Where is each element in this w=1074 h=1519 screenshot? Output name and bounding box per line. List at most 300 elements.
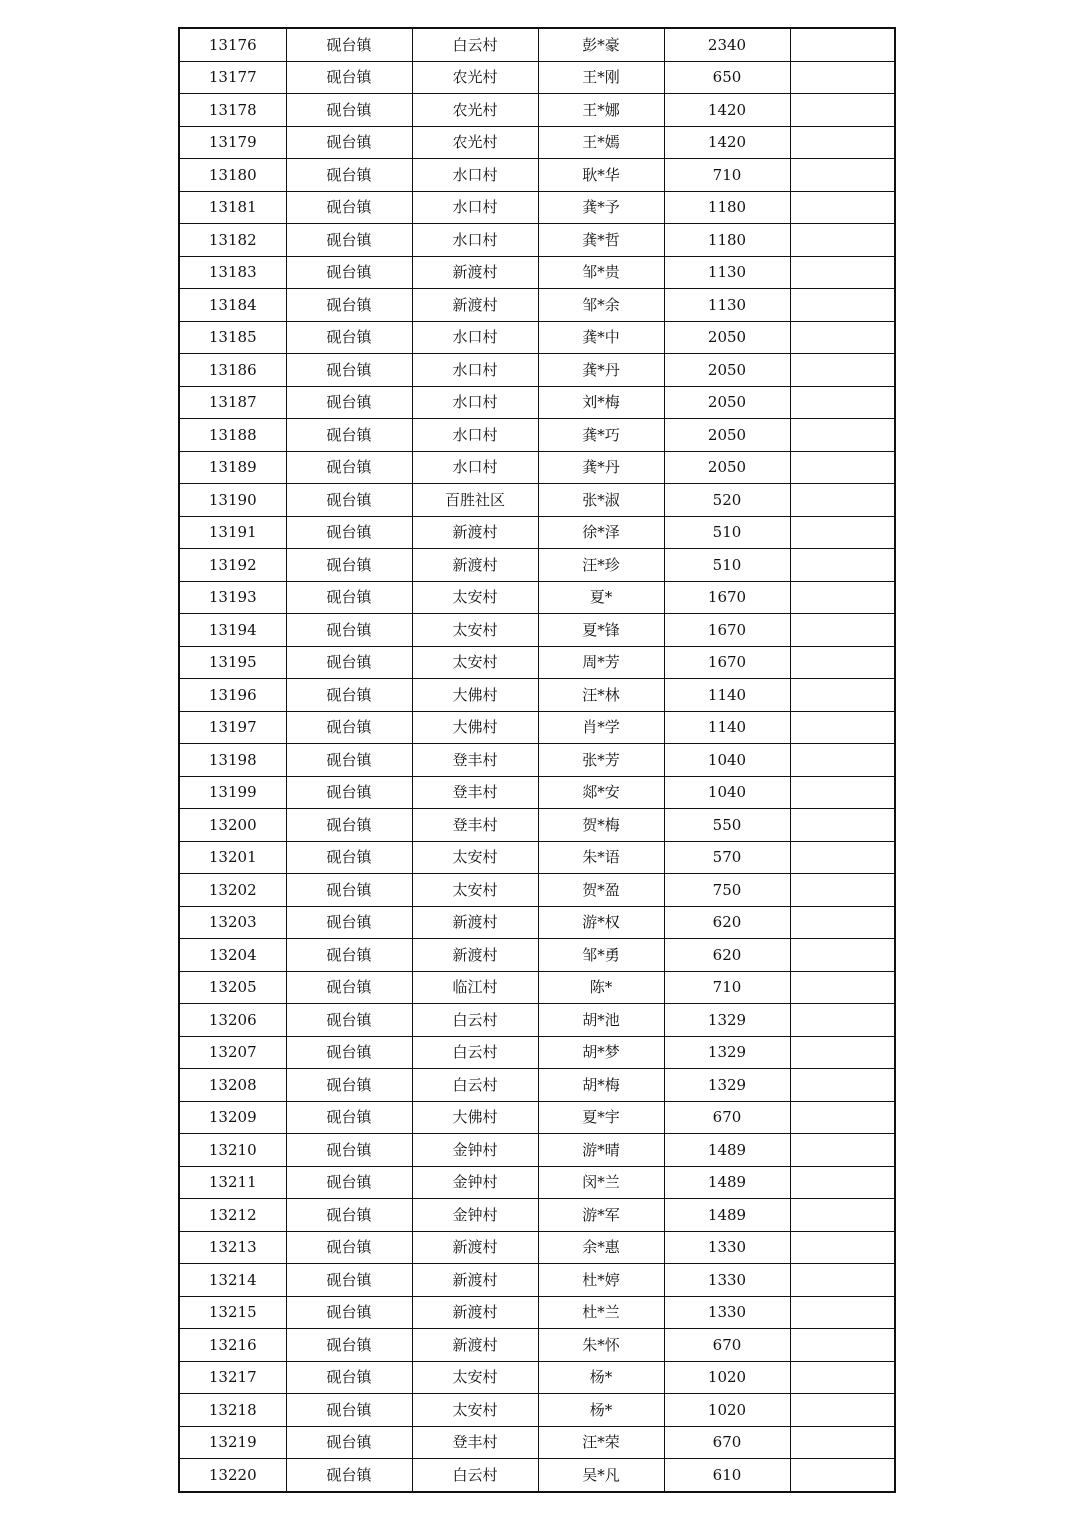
cell-person-name: 龚*予 — [538, 191, 664, 224]
cell-person-name: 龚*哲 — [538, 224, 664, 257]
cell-remark — [790, 1459, 895, 1492]
table-row — [179, 809, 895, 842]
cell-remark — [790, 744, 895, 777]
table-row — [179, 1069, 895, 1102]
cell-village: 临江村 — [412, 971, 538, 1004]
cell-serial-number: 13201 — [179, 841, 286, 874]
cell-serial-number: 13204 — [179, 939, 286, 972]
cell-village: 太安村 — [412, 614, 538, 647]
cell-remark — [790, 1101, 895, 1134]
cell-village: 太安村 — [412, 646, 538, 679]
cell-person-name: 周*芳 — [538, 646, 664, 679]
cell-village: 农光村 — [412, 94, 538, 127]
cell-serial-number: 13184 — [179, 289, 286, 322]
cell-town: 砚台镇 — [286, 419, 412, 452]
cell-town: 砚台镇 — [286, 1166, 412, 1199]
cell-serial-number: 13220 — [179, 1459, 286, 1492]
cell-amount: 1670 — [664, 614, 790, 647]
cell-village: 金钟村 — [412, 1134, 538, 1167]
cell-remark — [790, 1069, 895, 1102]
cell-town: 砚台镇 — [286, 1296, 412, 1329]
cell-town: 砚台镇 — [286, 1004, 412, 1037]
table-row — [179, 126, 895, 159]
cell-person-name: 胡*梅 — [538, 1069, 664, 1102]
cell-town: 砚台镇 — [286, 1329, 412, 1362]
cell-person-name: 龚*中 — [538, 321, 664, 354]
cell-serial-number: 13209 — [179, 1101, 286, 1134]
cell-amount: 550 — [664, 809, 790, 842]
cell-village: 太安村 — [412, 841, 538, 874]
cell-remark — [790, 289, 895, 322]
cell-person-name: 耿*华 — [538, 159, 664, 192]
cell-amount: 710 — [664, 971, 790, 1004]
cell-person-name: 朱*怀 — [538, 1329, 664, 1362]
table-row — [179, 646, 895, 679]
cell-town: 砚台镇 — [286, 874, 412, 907]
cell-remark — [790, 516, 895, 549]
table-row — [179, 1361, 895, 1394]
table-row — [179, 484, 895, 517]
cell-serial-number: 13202 — [179, 874, 286, 907]
table-row — [179, 321, 895, 354]
cell-village: 太安村 — [412, 1361, 538, 1394]
cell-serial-number: 13177 — [179, 61, 286, 94]
cell-village: 登丰村 — [412, 776, 538, 809]
cell-serial-number: 13182 — [179, 224, 286, 257]
cell-town: 砚台镇 — [286, 191, 412, 224]
cell-serial-number: 13192 — [179, 549, 286, 582]
cell-village: 新渡村 — [412, 1231, 538, 1264]
cell-town: 砚台镇 — [286, 549, 412, 582]
table-row — [179, 1231, 895, 1264]
cell-amount: 2050 — [664, 321, 790, 354]
cell-serial-number: 13197 — [179, 711, 286, 744]
cell-amount: 1489 — [664, 1166, 790, 1199]
cell-remark — [790, 711, 895, 744]
cell-person-name: 夏* — [538, 581, 664, 614]
cell-serial-number: 13187 — [179, 386, 286, 419]
cell-remark — [790, 1036, 895, 1069]
cell-person-name: 杨* — [538, 1394, 664, 1427]
cell-amount: 1489 — [664, 1199, 790, 1232]
cell-town: 砚台镇 — [286, 1264, 412, 1297]
table-row — [179, 224, 895, 257]
table-row — [179, 614, 895, 647]
cell-person-name: 肖*学 — [538, 711, 664, 744]
table-row — [179, 971, 895, 1004]
cell-village: 白云村 — [412, 1004, 538, 1037]
cell-amount: 1420 — [664, 94, 790, 127]
table-row — [179, 1004, 895, 1037]
cell-village: 大佛村 — [412, 711, 538, 744]
cell-person-name: 游*晴 — [538, 1134, 664, 1167]
cell-serial-number: 13203 — [179, 906, 286, 939]
cell-amount: 570 — [664, 841, 790, 874]
cell-person-name: 贺*盈 — [538, 874, 664, 907]
table-row — [179, 1199, 895, 1232]
cell-remark — [790, 1004, 895, 1037]
cell-person-name: 夏*锋 — [538, 614, 664, 647]
cell-person-name: 龚*丹 — [538, 451, 664, 484]
cell-serial-number: 13181 — [179, 191, 286, 224]
table-row — [179, 711, 895, 744]
cell-amount: 510 — [664, 516, 790, 549]
cell-village: 登丰村 — [412, 809, 538, 842]
cell-remark — [790, 386, 895, 419]
cell-amount: 1020 — [664, 1394, 790, 1427]
cell-remark — [790, 1264, 895, 1297]
cell-village: 新渡村 — [412, 549, 538, 582]
cell-remark — [790, 321, 895, 354]
cell-village: 新渡村 — [412, 516, 538, 549]
cell-person-name: 汪*林 — [538, 679, 664, 712]
cell-person-name: 闵*兰 — [538, 1166, 664, 1199]
cell-amount: 610 — [664, 1459, 790, 1492]
cell-village: 农光村 — [412, 126, 538, 159]
cell-person-name: 汪*珍 — [538, 549, 664, 582]
cell-remark — [790, 1394, 895, 1427]
cell-remark — [790, 1199, 895, 1232]
table-row — [179, 386, 895, 419]
cell-amount: 1329 — [664, 1004, 790, 1037]
cell-village: 新渡村 — [412, 1264, 538, 1297]
cell-remark — [790, 1166, 895, 1199]
cell-amount: 520 — [664, 484, 790, 517]
cell-town: 砚台镇 — [286, 1199, 412, 1232]
cell-village: 水口村 — [412, 321, 538, 354]
cell-amount: 1329 — [664, 1069, 790, 1102]
cell-town: 砚台镇 — [286, 1231, 412, 1264]
cell-town: 砚台镇 — [286, 256, 412, 289]
cell-remark — [790, 256, 895, 289]
cell-serial-number: 13211 — [179, 1166, 286, 1199]
cell-person-name: 杨* — [538, 1361, 664, 1394]
cell-serial-number: 13217 — [179, 1361, 286, 1394]
cell-town: 砚台镇 — [286, 581, 412, 614]
cell-remark — [790, 94, 895, 127]
cell-town: 砚台镇 — [286, 224, 412, 257]
cell-amount: 1040 — [664, 744, 790, 777]
cell-person-name: 龚*丹 — [538, 354, 664, 387]
cell-amount: 620 — [664, 906, 790, 939]
cell-town: 砚台镇 — [286, 841, 412, 874]
table-row — [179, 354, 895, 387]
cell-person-name: 汪*荣 — [538, 1426, 664, 1459]
cell-remark — [790, 841, 895, 874]
table-row — [179, 939, 895, 972]
table-row — [179, 776, 895, 809]
table-row — [179, 289, 895, 322]
cell-amount: 620 — [664, 939, 790, 972]
cell-amount: 1040 — [664, 776, 790, 809]
cell-amount: 2050 — [664, 451, 790, 484]
cell-village: 白云村 — [412, 1036, 538, 1069]
cell-town: 砚台镇 — [286, 94, 412, 127]
cell-serial-number: 13191 — [179, 516, 286, 549]
cell-amount: 750 — [664, 874, 790, 907]
cell-remark — [790, 614, 895, 647]
cell-village: 太安村 — [412, 581, 538, 614]
cell-amount: 1180 — [664, 224, 790, 257]
table-row — [179, 679, 895, 712]
table-row — [179, 1101, 895, 1134]
cell-town: 砚台镇 — [286, 126, 412, 159]
cell-remark — [790, 354, 895, 387]
cell-amount: 1180 — [664, 191, 790, 224]
cell-person-name: 郯*安 — [538, 776, 664, 809]
cell-serial-number: 13207 — [179, 1036, 286, 1069]
cell-town: 砚台镇 — [286, 1459, 412, 1492]
table-row — [179, 451, 895, 484]
cell-person-name: 徐*泽 — [538, 516, 664, 549]
cell-amount: 1140 — [664, 711, 790, 744]
cell-village: 水口村 — [412, 451, 538, 484]
cell-village: 百胜社区 — [412, 484, 538, 517]
cell-village: 登丰村 — [412, 1426, 538, 1459]
cell-person-name: 刘*梅 — [538, 386, 664, 419]
cell-serial-number: 13196 — [179, 679, 286, 712]
cell-remark — [790, 776, 895, 809]
cell-remark — [790, 906, 895, 939]
cell-amount: 1330 — [664, 1264, 790, 1297]
cell-remark — [790, 159, 895, 192]
cell-amount: 710 — [664, 159, 790, 192]
cell-town: 砚台镇 — [286, 1361, 412, 1394]
roster-table — [178, 27, 896, 1493]
cell-village: 登丰村 — [412, 744, 538, 777]
cell-village: 水口村 — [412, 354, 538, 387]
cell-amount: 1330 — [664, 1231, 790, 1264]
cell-remark — [790, 1329, 895, 1362]
cell-serial-number: 13180 — [179, 159, 286, 192]
cell-serial-number: 13219 — [179, 1426, 286, 1459]
cell-serial-number: 13190 — [179, 484, 286, 517]
cell-village: 太安村 — [412, 1394, 538, 1427]
cell-amount: 1670 — [664, 581, 790, 614]
cell-person-name: 邹*勇 — [538, 939, 664, 972]
table-row — [179, 744, 895, 777]
cell-serial-number: 13208 — [179, 1069, 286, 1102]
cell-person-name: 张*芳 — [538, 744, 664, 777]
cell-serial-number: 13215 — [179, 1296, 286, 1329]
cell-remark — [790, 1426, 895, 1459]
cell-remark — [790, 126, 895, 159]
cell-person-name: 张*淑 — [538, 484, 664, 517]
cell-village: 太安村 — [412, 874, 538, 907]
cell-person-name: 邹*贵 — [538, 256, 664, 289]
cell-town: 砚台镇 — [286, 971, 412, 1004]
table-row — [179, 549, 895, 582]
cell-serial-number: 13218 — [179, 1394, 286, 1427]
cell-village: 白云村 — [412, 1069, 538, 1102]
table-row — [179, 191, 895, 224]
cell-town: 砚台镇 — [286, 451, 412, 484]
cell-person-name: 龚*巧 — [538, 419, 664, 452]
cell-remark — [790, 484, 895, 517]
cell-village: 新渡村 — [412, 1329, 538, 1362]
cell-remark — [790, 451, 895, 484]
cell-town: 砚台镇 — [286, 711, 412, 744]
table-row — [179, 1329, 895, 1362]
cell-serial-number: 13178 — [179, 94, 286, 127]
cell-amount: 650 — [664, 61, 790, 94]
cell-serial-number: 13195 — [179, 646, 286, 679]
table-row — [179, 841, 895, 874]
cell-person-name: 胡*梦 — [538, 1036, 664, 1069]
cell-amount: 1130 — [664, 256, 790, 289]
cell-person-name: 贺*梅 — [538, 809, 664, 842]
cell-person-name: 邹*余 — [538, 289, 664, 322]
cell-amount: 2050 — [664, 386, 790, 419]
cell-village: 水口村 — [412, 191, 538, 224]
cell-serial-number: 13216 — [179, 1329, 286, 1362]
cell-town: 砚台镇 — [286, 321, 412, 354]
cell-person-name: 王*嫣 — [538, 126, 664, 159]
cell-person-name: 王*刚 — [538, 61, 664, 94]
cell-town: 砚台镇 — [286, 516, 412, 549]
cell-serial-number: 13183 — [179, 256, 286, 289]
table-row — [179, 159, 895, 192]
cell-amount: 2340 — [664, 28, 790, 61]
cell-town: 砚台镇 — [286, 809, 412, 842]
table-row — [179, 1459, 895, 1492]
cell-village: 农光村 — [412, 61, 538, 94]
cell-serial-number: 13212 — [179, 1199, 286, 1232]
cell-village: 新渡村 — [412, 256, 538, 289]
table-row — [179, 516, 895, 549]
table-row — [179, 1394, 895, 1427]
cell-person-name: 胡*池 — [538, 1004, 664, 1037]
table-row — [179, 1426, 895, 1459]
cell-serial-number: 13198 — [179, 744, 286, 777]
cell-town: 砚台镇 — [286, 679, 412, 712]
table-row — [179, 581, 895, 614]
cell-remark — [790, 646, 895, 679]
cell-town: 砚台镇 — [286, 776, 412, 809]
table-row — [179, 61, 895, 94]
cell-serial-number: 13200 — [179, 809, 286, 842]
cell-village: 金钟村 — [412, 1166, 538, 1199]
cell-town: 砚台镇 — [286, 744, 412, 777]
cell-remark — [790, 549, 895, 582]
cell-serial-number: 13189 — [179, 451, 286, 484]
cell-town: 砚台镇 — [286, 61, 412, 94]
cell-village: 新渡村 — [412, 289, 538, 322]
table-row — [179, 874, 895, 907]
cell-amount: 510 — [664, 549, 790, 582]
cell-town: 砚台镇 — [286, 386, 412, 419]
cell-serial-number: 13210 — [179, 1134, 286, 1167]
cell-village: 金钟村 — [412, 1199, 538, 1232]
cell-remark — [790, 1296, 895, 1329]
cell-serial-number: 13213 — [179, 1231, 286, 1264]
cell-serial-number: 13188 — [179, 419, 286, 452]
cell-remark — [790, 61, 895, 94]
cell-serial-number: 13179 — [179, 126, 286, 159]
cell-town: 砚台镇 — [286, 1394, 412, 1427]
cell-serial-number: 13206 — [179, 1004, 286, 1037]
cell-amount: 670 — [664, 1329, 790, 1362]
table-row — [179, 28, 895, 61]
cell-town: 砚台镇 — [286, 646, 412, 679]
cell-serial-number: 13214 — [179, 1264, 286, 1297]
cell-remark — [790, 28, 895, 61]
cell-remark — [790, 679, 895, 712]
cell-village: 水口村 — [412, 419, 538, 452]
cell-town: 砚台镇 — [286, 939, 412, 972]
cell-town: 砚台镇 — [286, 906, 412, 939]
cell-remark — [790, 874, 895, 907]
cell-serial-number: 13199 — [179, 776, 286, 809]
cell-remark — [790, 1361, 895, 1394]
cell-village: 水口村 — [412, 386, 538, 419]
cell-amount: 1020 — [664, 1361, 790, 1394]
cell-village: 新渡村 — [412, 906, 538, 939]
cell-amount: 2050 — [664, 419, 790, 452]
cell-town: 砚台镇 — [286, 28, 412, 61]
cell-town: 砚台镇 — [286, 1134, 412, 1167]
cell-amount: 1489 — [664, 1134, 790, 1167]
cell-remark — [790, 1134, 895, 1167]
cell-person-name: 朱*语 — [538, 841, 664, 874]
cell-remark — [790, 939, 895, 972]
cell-serial-number: 13194 — [179, 614, 286, 647]
cell-village: 水口村 — [412, 159, 538, 192]
table-row — [179, 1264, 895, 1297]
cell-town: 砚台镇 — [286, 1426, 412, 1459]
cell-village: 新渡村 — [412, 1296, 538, 1329]
cell-town: 砚台镇 — [286, 484, 412, 517]
cell-village: 大佛村 — [412, 1101, 538, 1134]
cell-serial-number: 13176 — [179, 28, 286, 61]
table-row — [179, 94, 895, 127]
cell-amount: 1140 — [664, 679, 790, 712]
cell-person-name: 游*权 — [538, 906, 664, 939]
cell-remark — [790, 581, 895, 614]
cell-amount: 2050 — [664, 354, 790, 387]
cell-serial-number: 13193 — [179, 581, 286, 614]
table-row — [179, 1134, 895, 1167]
cell-village: 新渡村 — [412, 939, 538, 972]
cell-person-name: 王*娜 — [538, 94, 664, 127]
cell-serial-number: 13205 — [179, 971, 286, 1004]
cell-person-name: 杜*兰 — [538, 1296, 664, 1329]
table-row — [179, 1296, 895, 1329]
cell-person-name: 余*惠 — [538, 1231, 664, 1264]
cell-town: 砚台镇 — [286, 1101, 412, 1134]
cell-amount: 1330 — [664, 1296, 790, 1329]
table-row — [179, 1166, 895, 1199]
table-row — [179, 256, 895, 289]
cell-remark — [790, 809, 895, 842]
cell-remark — [790, 419, 895, 452]
table-row — [179, 906, 895, 939]
cell-remark — [790, 971, 895, 1004]
cell-town: 砚台镇 — [286, 1036, 412, 1069]
cell-village: 大佛村 — [412, 679, 538, 712]
cell-amount: 1670 — [664, 646, 790, 679]
roster-table-body — [179, 28, 895, 1492]
cell-village: 白云村 — [412, 1459, 538, 1492]
cell-village: 水口村 — [412, 224, 538, 257]
cell-amount: 670 — [664, 1426, 790, 1459]
cell-town: 砚台镇 — [286, 1069, 412, 1102]
cell-amount: 1329 — [664, 1036, 790, 1069]
cell-village: 白云村 — [412, 28, 538, 61]
cell-town: 砚台镇 — [286, 354, 412, 387]
cell-serial-number: 13185 — [179, 321, 286, 354]
cell-person-name: 彭*豪 — [538, 28, 664, 61]
